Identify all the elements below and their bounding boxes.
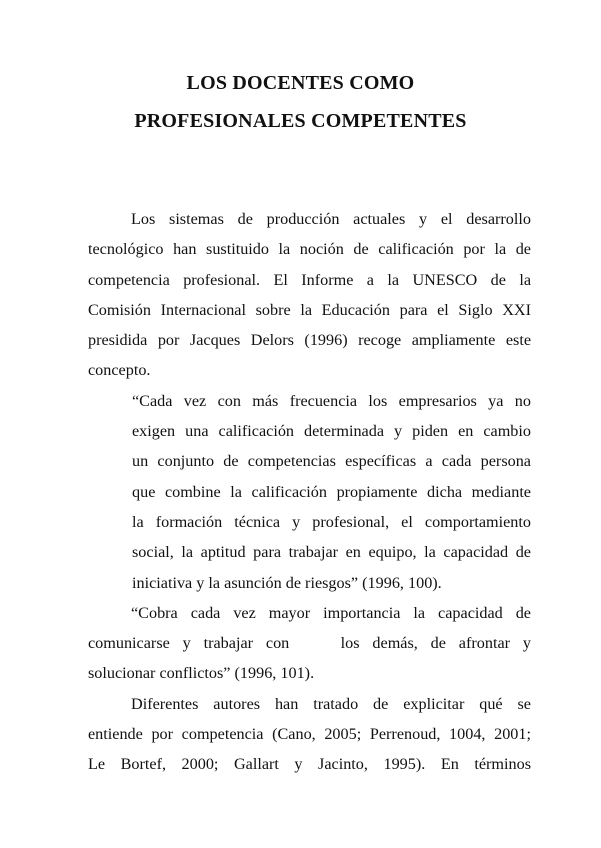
text-line: concepto. (88, 361, 151, 380)
paragraph-intro (88, 204, 531, 386)
document-title (0, 64, 601, 140)
quote-line: iniciativa y la asunción de riesgos” (1996, 100). (132, 573, 442, 592)
quote-line: la formación técnica y profesional, el comportamiento (132, 512, 531, 531)
block-quote (88, 386, 531, 598)
quote-line: que combine la calificación propiamente dicha mediante (132, 482, 531, 501)
quote-line: exigen una calificación determinada y piden en cambio (132, 422, 531, 441)
quote-line: “Cada vez con más frecuencia los empresarios ya no (132, 391, 531, 410)
title-line-2: PROFESIONALES COMPETENTES (134, 110, 467, 132)
paragraph-authors (88, 689, 531, 780)
document-body (88, 204, 531, 780)
text-line: solucionar conflictos” (1996, 101). (88, 664, 315, 683)
text-line: Los sistemas de producción actuales y el desarrollo (131, 210, 531, 228)
text-line: presidida por Jacques Delors (1996) recoge ampliamente este (88, 331, 531, 350)
text-line: entiende por competencia (Cano, 2005; Perrenoud, 1004, 2001; (88, 725, 531, 744)
text-line: tecnológico han sustituido la noción de calificación por la de (88, 240, 531, 259)
text-line: “Cobra cada vez mayor importancia la capacidad de (131, 603, 531, 622)
quote-line: un conjunto de competencias específicas a cada persona (132, 452, 531, 471)
text-line: Diferentes autores han tratado de explicitar qué se (131, 694, 531, 713)
text-line: Le Bortef, 2000; Gallart y Jacinto, 1995). En términos (88, 755, 531, 774)
quote-line: social, la aptitud para trabajar en equipo, la capacidad de (132, 543, 531, 562)
text-line: comunicarse y trabajar con los demás, de afrontar y (88, 634, 531, 653)
text-line: competencia profesional. El Informe a la UNESCO de la (88, 270, 531, 289)
title-line-1: LOS DOCENTES COMO (186, 72, 415, 94)
text-line: Comisión Internacional sobre la Educación para el Siglo XXI (88, 300, 531, 319)
paragraph-quote-2 (88, 598, 531, 689)
